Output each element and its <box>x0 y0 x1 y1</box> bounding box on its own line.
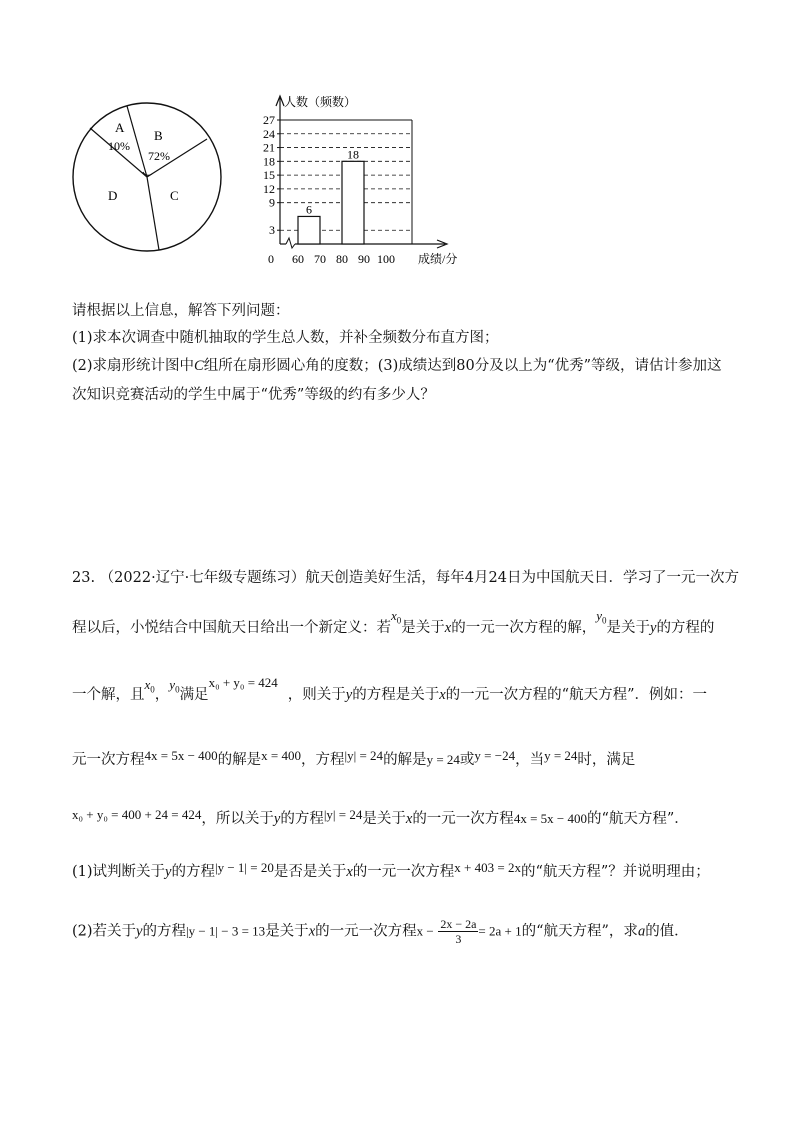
question-1: (1)求本次调查中随机抽取的学生总人数，并补全频数分布直方图； <box>72 330 499 346</box>
pie-chart <box>70 100 230 260</box>
y-tick-label: 27 <box>263 113 275 127</box>
x-axis-break <box>286 238 295 248</box>
y-tick-label: 9 <box>269 195 275 210</box>
pie-label-a: A <box>115 120 125 135</box>
histogram-chart <box>240 88 480 268</box>
intro-text: 请根据以上信息，解答下列问题： <box>72 303 290 319</box>
origin-label: 0 <box>268 252 274 266</box>
p23-line-4: 元一次方程4x = 5x − 400的解是x = 400，方程|y| = 24的解是y = 24或y = −24，当y = 24时，满足 <box>72 748 636 768</box>
pie-pct-b: 72% <box>148 149 170 163</box>
p23-line-2: 程以后，小悦结合中国航天日给出一个新定义：若$x_0$是关于x的一元一次方程的解，$y_0$是关于y的方程的 <box>72 608 715 636</box>
y-axis-label: 人数（频数） <box>284 95 357 109</box>
pie-divider-ab <box>127 106 147 177</box>
x-tick-label: 70 <box>314 252 326 266</box>
bar <box>298 216 320 244</box>
y-tick-label: 21 <box>263 140 275 155</box>
pie-pct-a: 10% <box>108 139 130 153</box>
fraction: $\frac{2x - 2a}{3}$ <box>440 917 477 946</box>
bar <box>342 161 364 244</box>
y-tick-label: 18 <box>263 154 275 169</box>
y-tick-label: 24 <box>263 126 275 141</box>
bar-data-label: 18 <box>347 147 359 162</box>
p23-question-1: (1)试判断关于y的方程|y − 1| = 20是否是关于x的一元一次方程x + 403 = 2x的“航天方程”？并说明理由； <box>72 860 710 880</box>
y-tick-label: 12 <box>263 181 275 196</box>
bar-data-label: 6 <box>306 202 312 217</box>
p23-question-2: (2)若关于y的方程|y − 1| − 3 = 13是关于x的一元一次方程x − $\frac{2x - 2a}{3}$ = 2a + 1的“航天方程”，求a的值． <box>72 917 689 946</box>
pie-label-b: B <box>154 128 163 143</box>
x-tick-label: 100 <box>377 252 395 266</box>
p23-line-5: x₀ + y₀ = 400 + 24 = 424，所以关于y的方程|y| = 24是关于x的一元一次方程4x = 5x − 400的“航天方程”． <box>72 807 689 827</box>
question-2-line-2: 次知识竞赛活动的学生中属于“优秀”等级的约有多少人？ <box>72 387 435 403</box>
y-tick-label: 15 <box>263 168 275 183</box>
x-tick-label: 80 <box>336 252 348 266</box>
p23-line-3: 一个解，且$x_0$，$y_0$满足x₀ + y₀ = 424，则关于y的方程是关于x的一元一次方程的“航天方程”．例如：一 <box>72 675 707 703</box>
p23-line-1: 23. （2022·辽宁·七年级专题练习）航天创造美好生活，每年4月24日为中国航天日．学习了一元一次方 <box>72 570 739 586</box>
pie-label-d: D <box>108 188 118 203</box>
pie-label-c: C <box>170 188 179 203</box>
x-tick-label: 60 <box>292 252 304 266</box>
question-2-line-1: (2)求扇形统计图中C组所在扇形圆心角的度数；(3)成绩达到80分及以上为“优秀”等级，请估计参加这 <box>72 358 722 374</box>
x-axis-label: 成绩/分 <box>418 252 458 266</box>
pie-divider-cd <box>147 177 159 250</box>
y-tick-label: 3 <box>269 223 275 238</box>
x-tick-label: 90 <box>358 252 370 266</box>
